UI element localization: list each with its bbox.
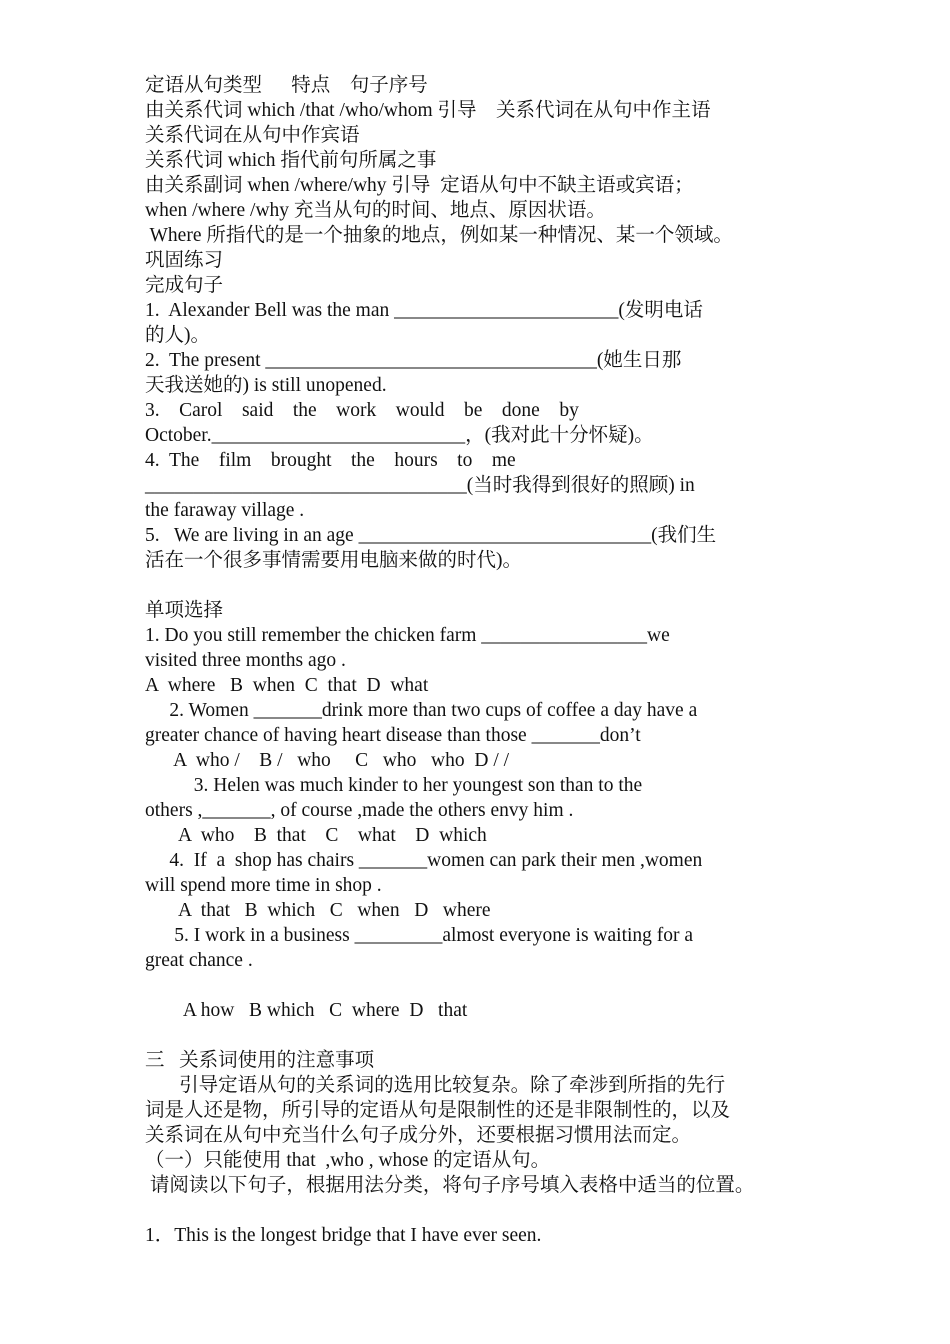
complete-item-2-line2: 天我送她的) is still unopened. bbox=[145, 375, 387, 396]
table-row: 由关系副词 when /where/why 引导 定语从句中不缺主语或宾语； bbox=[145, 175, 694, 196]
section3-paragraph-line: 词是人还是物，所引导的定语从句是限制性的还是非限制性的，以及 bbox=[145, 1100, 731, 1121]
complete-item-3-line2: October.__________________________，(我对此十分怀疑)。 bbox=[145, 425, 654, 446]
choice-line: great chance . bbox=[145, 950, 253, 971]
document-page bbox=[145, 73, 805, 1248]
choice-line: visited three months ago . bbox=[145, 650, 346, 671]
table-header-sentence-no: 句子序号 bbox=[349, 75, 428, 96]
choice-line: A who / B / who C who who D / / bbox=[145, 750, 510, 771]
table-header-feature: 特点 bbox=[291, 75, 331, 96]
section3-paragraph-line: 引导定语从句的关系词的选用比较复杂。除了牵涉到所指的先行 bbox=[145, 1075, 726, 1096]
complete-item-3-line1: 3. Carol said the work would be done by bbox=[145, 400, 579, 421]
spacer bbox=[145, 973, 805, 998]
example-sentence: 1．This is the longest bridge that I have ever seen. bbox=[145, 1225, 542, 1246]
section-practice-heading: 巩固练习 bbox=[145, 250, 224, 271]
spacer bbox=[145, 1023, 805, 1048]
table-header bbox=[145, 73, 805, 98]
table-row: when /where /why 充当从句的时间、地点、原因状语。 bbox=[145, 200, 606, 221]
table-row: 关系代词在从句中作宾语 bbox=[145, 125, 360, 146]
choice-line: will spend more time in shop . bbox=[145, 875, 382, 896]
choice-line: 4. If a shop has chairs _______women can park their men ,women bbox=[145, 850, 703, 871]
instruction-text: 请阅读以下句子，根据用法分类，将句子序号填入表格中适当的位置。 bbox=[145, 1175, 755, 1196]
choice-line: greater chance of having heart disease than those _______don’t bbox=[145, 725, 641, 746]
spacer bbox=[145, 573, 805, 598]
complete-item-1-line1: 1. Alexander Bell was the man _______________________(发明电话 bbox=[145, 300, 703, 321]
complete-item-1-line2: 的人)。 bbox=[145, 325, 210, 346]
section-choice-heading: 单项选择 bbox=[145, 600, 224, 621]
choice-line: A who B that C what D which bbox=[145, 825, 487, 846]
choice-last-options: A how B which C where D that bbox=[145, 1000, 468, 1021]
choice-line: 1. Do you still remember the chicken farm _________________we bbox=[145, 625, 670, 646]
section3-paragraph-line: 关系词在从句中充当什么句子成分外，还要根据习惯用法而定。 bbox=[145, 1125, 692, 1146]
choice-line: 3. Helen was much kinder to her youngest son than to the bbox=[145, 775, 643, 796]
subsection-heading: （一）只能使用 that ,who , whose 的定语从句。 bbox=[145, 1150, 551, 1171]
complete-item-2-line1: 2. The present __________________________________(她生日那 bbox=[145, 350, 682, 371]
complete-item-5-line1: 5. We are living in an age ______________________________(我们生 bbox=[145, 525, 717, 546]
table-row: 关系代词 which 指代前句所属之事 bbox=[145, 150, 437, 171]
complete-item-4-line1: 4. The film brought the hours to me bbox=[145, 450, 516, 471]
table-header-type: 定语从句类型 bbox=[145, 75, 263, 96]
table-row: 由关系代词 which /that /who/whom 引导 关系代词在从句中作主语 bbox=[145, 100, 711, 121]
choice-line: others ,_______, of course ,made the others envy him . bbox=[145, 800, 574, 821]
complete-item-5-line2: 活在一个很多事情需要用电脑来做的时代)。 bbox=[145, 550, 522, 571]
choice-line: 5. I work in a business _________almost everyone is waiting for a bbox=[145, 925, 694, 946]
complete-item-4-line2: _________________________________(当时我得到很好的照顾) in bbox=[145, 475, 695, 496]
table-row: Where 所指代的是一个抽象的地点，例如某一种情况、某一个领域。 bbox=[145, 225, 733, 246]
spacer bbox=[145, 1198, 805, 1223]
section-complete-heading: 完成句子 bbox=[145, 275, 224, 296]
choice-line: 2. Women _______drink more than two cups of coffee a day have a bbox=[145, 700, 698, 721]
choice-line: A where B when C that D what bbox=[145, 675, 429, 696]
section3-heading: 三 关系词使用的注意事项 bbox=[145, 1050, 375, 1071]
choice-line: A that B which C when D where bbox=[145, 900, 491, 921]
complete-item-4-line3: the faraway village . bbox=[145, 500, 305, 521]
